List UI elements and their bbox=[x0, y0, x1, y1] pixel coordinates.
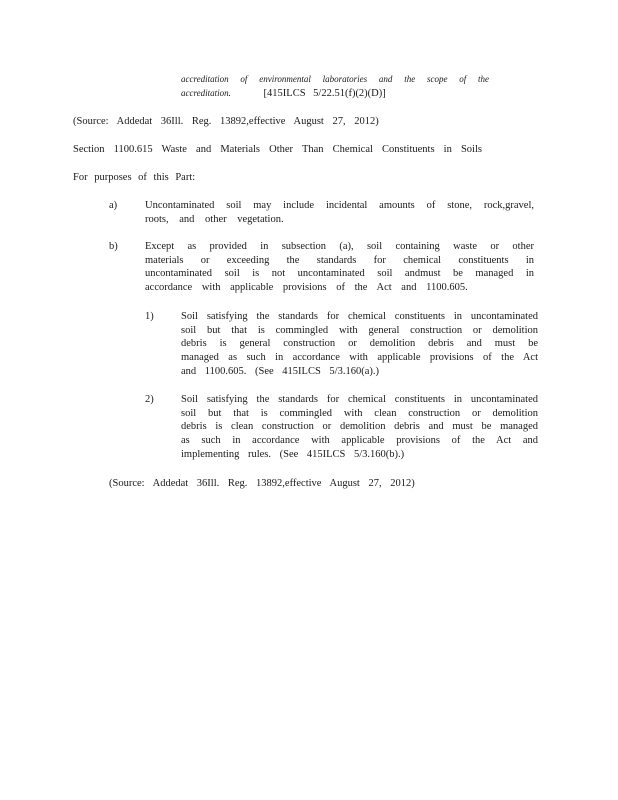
item-a-marker: a) bbox=[109, 200, 118, 211]
statute-reference: [415ILCS 5/22.51(f)(2)(D)] bbox=[263, 87, 386, 99]
item-b-marker: b) bbox=[109, 241, 118, 252]
section-heading: Section 1100.615 Waste and Materials Other Than Chemical Constituents in Soils bbox=[73, 144, 482, 155]
source-note-2: (Source: Addedat 36Ill. Reg. 13892,effective August 27, 2012) bbox=[109, 478, 415, 489]
subitem-1-marker: 1) bbox=[145, 311, 154, 322]
citation-italic-line-1: accreditation of environmental laboratories and the scope of the bbox=[181, 74, 489, 84]
citation-italic-line-2: accreditation. bbox=[181, 87, 231, 98]
citation-line-2 bbox=[181, 87, 489, 101]
top-citation bbox=[181, 73, 489, 100]
subitem-2-marker: 2) bbox=[145, 394, 154, 405]
intro-text: For purposes of this Part: bbox=[73, 172, 196, 183]
subitem-2-text: Soil satisfying the standards for chemical constituents in uncontaminated soil but that is commingled with clean construction or demolition debris is clean construction or demolition debris and must be managed as such in accordance with applicable provisions of the Act and implementing rules. (See 415ILCS 5/3.160(b).) bbox=[181, 394, 538, 460]
source-note-1: (Source: Addedat 36Ill. Reg. 13892,effective August 27, 2012) bbox=[73, 116, 379, 127]
item-b-text: Except as provided in subsection (a), soil containing waste or other materials or exceeding the standards for chemical constituents in uncontaminated soil is not uncontaminated soil andmust be managed in accordance with applicable provisions of the Act and 1100.605. bbox=[145, 241, 534, 294]
subitem-1-text: Soil satisfying the standards for chemical constituents in uncontaminated soil but that is commingled with general construction or demolition debris is general construction or demolition debris and must be managed as such in accordance with applicable provisions of the Act and 1100.605. (See 415ILCS 5/3.160(a).) bbox=[181, 311, 538, 377]
item-a-text: Uncontaminated soil may include incidental amounts of stone, rock,gravel, roots, and other vegetation. bbox=[145, 200, 534, 225]
